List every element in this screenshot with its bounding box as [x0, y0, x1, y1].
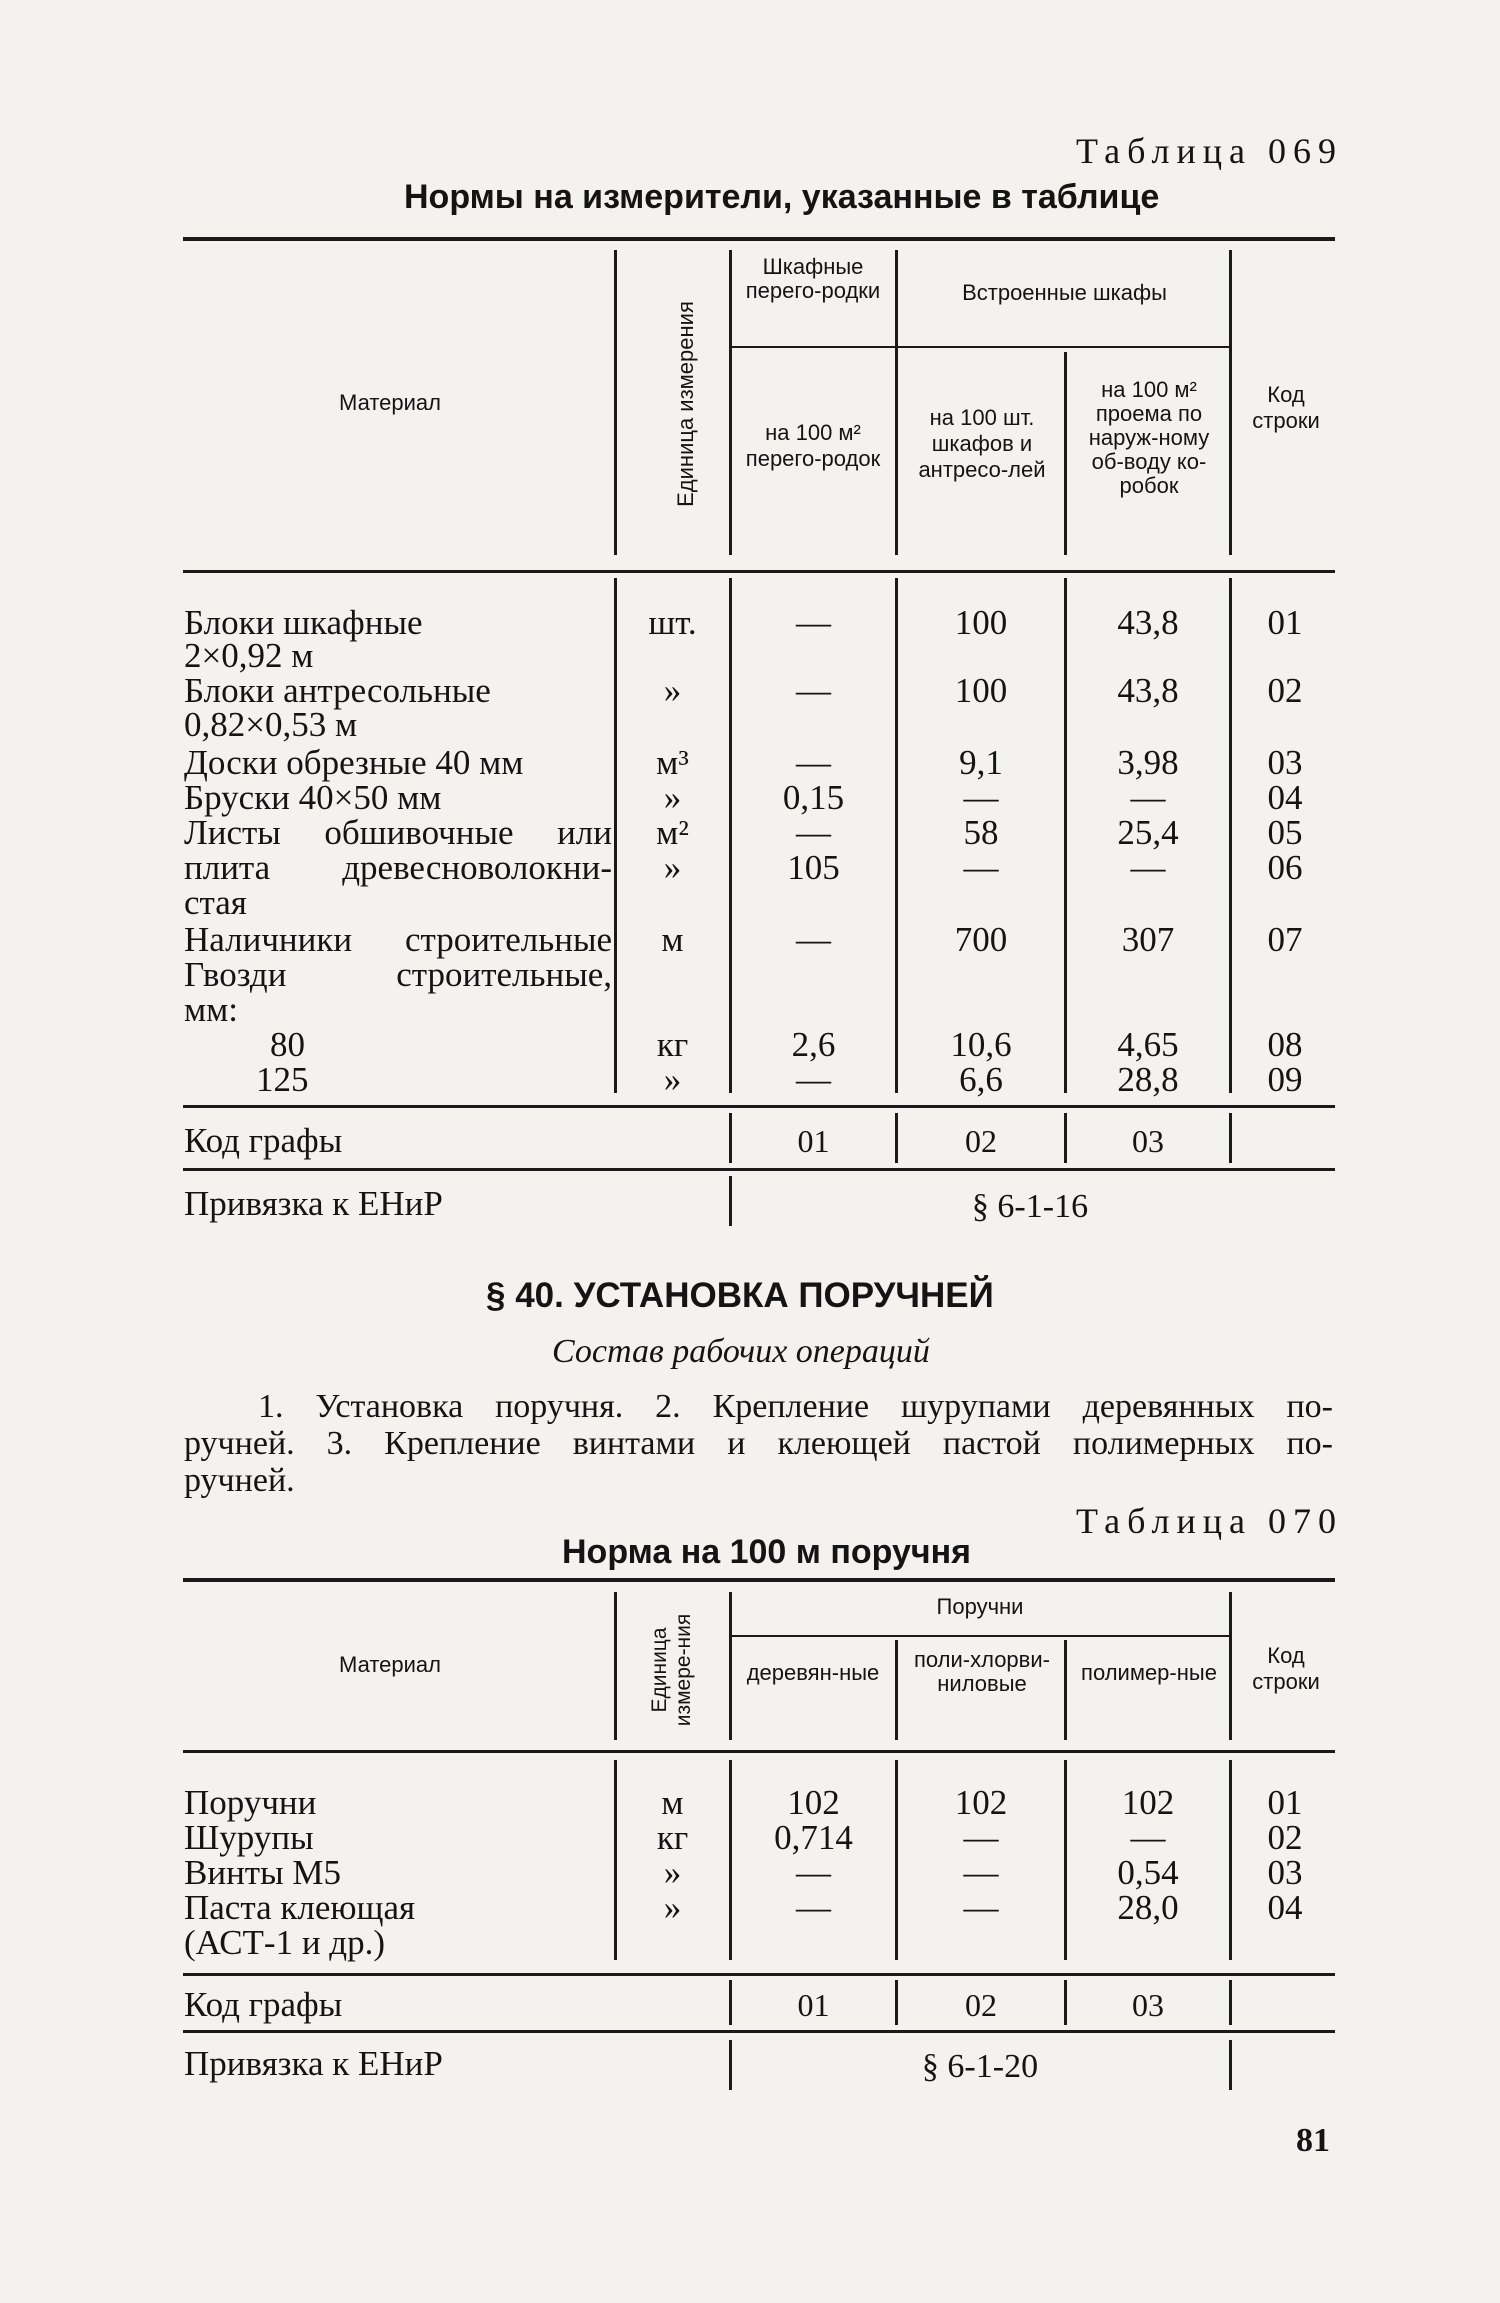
enir-reference-label: Привязка к ЕНиР — [184, 1184, 443, 1223]
value-cell: 4,65 — [1117, 1025, 1179, 1064]
unit-cell: кг — [656, 1025, 689, 1064]
row-code-cell: 04 — [1267, 778, 1303, 817]
column-code: 03 — [1132, 1987, 1164, 2023]
header-handrails: Поручни — [936, 1594, 1024, 1619]
material-name: 2×0,92 м — [184, 636, 314, 675]
header-builtin-per-100-units: на 100 шт. шкафов и антресо-лей — [918, 405, 1046, 482]
column-code: 01 — [797, 1987, 830, 2023]
row-code-cell: 02 — [1267, 1818, 1303, 1857]
material-name: Винты М5 — [184, 1853, 341, 1892]
value-cell: 100 — [954, 603, 1008, 642]
section-heading: § 40. УСТАНОВКА ПОРУЧНЕЙ — [486, 1276, 994, 1315]
row-code-cell: 03 — [1267, 1853, 1303, 1892]
unit-cell: м³ — [656, 743, 689, 782]
material-name: 80 — [270, 1025, 305, 1064]
value-cell: 43,8 — [1117, 671, 1179, 710]
value-cell: — — [796, 813, 831, 852]
enir-reference-value: § 6-1-16 — [971, 1188, 1089, 1225]
value-cell: — — [963, 1818, 999, 1857]
value-cell: 2,6 — [791, 1025, 836, 1064]
value-cell: 105 — [787, 848, 840, 887]
header-partitions: Шкафные перего-родки — [745, 254, 881, 303]
value-cell: 0,714 — [774, 1818, 853, 1857]
value-cell: 307 — [1121, 920, 1175, 959]
table-070-title: Норма на 100 м поручня — [562, 1533, 972, 1571]
body-line: ручней. — [184, 1462, 295, 1499]
value-cell: — — [796, 1888, 831, 1927]
unit-cell: м — [661, 1783, 684, 1822]
unit-cell: » — [663, 1060, 682, 1099]
material-name: Гвозди строительные, — [184, 955, 612, 994]
unit-cell: » — [663, 848, 682, 887]
value-cell: 0,15 — [782, 778, 845, 817]
enir-reference-value: § 6-1-20 — [921, 2048, 1039, 2085]
material-name: (АСТ-1 и др.) — [184, 1923, 386, 1962]
value-cell: 102 — [954, 1783, 1008, 1822]
material-name: Наличники строительные — [184, 920, 612, 959]
material-name: Блоки шкафные — [184, 603, 423, 642]
row-code-cell: 01 — [1267, 603, 1303, 642]
row-code-cell: 04 — [1267, 1888, 1303, 1927]
unit-cell: м — [661, 920, 684, 959]
row-code-cell: 06 — [1267, 848, 1303, 887]
material-name: Доски обрезные 40 мм — [184, 743, 524, 782]
header-row-code: Код строки — [1252, 382, 1320, 433]
column-code-label: Код графы — [184, 1121, 343, 1160]
header-polymer: полимер-ные — [1081, 1660, 1217, 1685]
material-name: 0,82×0,53 м — [184, 705, 358, 744]
unit-cell: м² — [656, 813, 689, 852]
header-unit: Единица измерения — [673, 301, 698, 507]
unit-cell: » — [663, 1853, 682, 1892]
material-name: Шурупы — [184, 1818, 314, 1857]
row-code-cell: 03 — [1267, 743, 1303, 782]
value-cell: 9,1 — [959, 743, 1003, 782]
header-material: Материал — [339, 1652, 441, 1677]
value-cell: 43,8 — [1117, 603, 1179, 642]
column-code: 02 — [965, 1987, 997, 2023]
material-name: Бруски 40×50 мм — [184, 778, 442, 817]
value-cell: 58 — [963, 813, 999, 852]
value-cell: — — [796, 1060, 831, 1099]
value-cell: — — [963, 778, 999, 817]
material-name: Блоки антресольные — [184, 671, 491, 710]
page-number: 81 — [1296, 2122, 1330, 2159]
value-cell: — — [796, 671, 831, 710]
row-code-cell: 09 — [1267, 1060, 1303, 1099]
value-cell: — — [1130, 1818, 1166, 1857]
value-cell: 102 — [787, 1783, 840, 1822]
table-070-label: Таблица 070 — [1076, 1501, 1343, 1541]
column-code-label: Код графы — [184, 1985, 343, 2024]
value-cell: — — [1130, 778, 1166, 817]
value-cell: 102 — [1121, 1783, 1175, 1822]
value-cell: — — [796, 1853, 831, 1892]
header-wooden: деревян-ные — [746, 1660, 880, 1685]
section-subheading: Состав рабочих операций — [552, 1333, 930, 1370]
row-code-cell: 02 — [1267, 671, 1303, 710]
value-cell: 3,98 — [1117, 743, 1179, 782]
header-pvc: поли-хлорви-ниловые — [914, 1647, 1050, 1696]
unit-cell: шт. — [648, 603, 697, 642]
header-builtin-cabinets: Встроенные шкафы — [962, 280, 1167, 305]
column-code: 01 — [797, 1123, 830, 1159]
material-name: мм: — [184, 990, 239, 1029]
row-code-cell: 01 — [1267, 1783, 1303, 1822]
material-name: Паста клеющая — [184, 1888, 416, 1927]
value-cell: — — [796, 603, 831, 642]
body-line: 1. Установка поручня. 2. Крепление шурупами деревянных по- — [258, 1388, 1333, 1425]
header-material: Материал — [339, 390, 441, 415]
column-code: 03 — [1132, 1123, 1164, 1159]
value-cell: 700 — [954, 920, 1008, 959]
value-cell: 100 — [954, 671, 1008, 710]
header-unit: Единица измере-ния — [648, 1613, 695, 1727]
value-cell: 10,6 — [950, 1025, 1012, 1064]
unit-cell: » — [663, 778, 682, 817]
body-line: ручней. 3. Крепление винтами и клеющей пастой полимерных по- — [184, 1425, 1333, 1462]
value-cell: 25,4 — [1117, 813, 1179, 852]
value-cell: — — [963, 1888, 999, 1927]
value-cell: 28,0 — [1117, 1888, 1179, 1927]
value-cell: 28,8 — [1117, 1060, 1179, 1099]
row-code-cell: 05 — [1267, 813, 1303, 852]
value-cell: — — [963, 1853, 999, 1892]
row-code-cell: 07 — [1267, 920, 1303, 959]
value-cell: 0,54 — [1117, 1853, 1179, 1892]
material-name: 125 — [256, 1060, 309, 1099]
enir-reference-label: Привязка к ЕНиР — [184, 2044, 443, 2083]
value-cell: — — [796, 920, 831, 959]
value-cell: — — [796, 743, 831, 782]
header-builtin-per-100-m2: на 100 м² проема по наруж-ному об-воду ко-робок — [1088, 377, 1210, 498]
column-code: 02 — [965, 1123, 997, 1159]
unit-cell: » — [663, 671, 682, 710]
value-cell: — — [963, 848, 999, 887]
material-name: Поручни — [184, 1783, 317, 1822]
unit-cell: » — [663, 1888, 682, 1927]
table-069-label: Таблица 069 — [1076, 131, 1343, 171]
material-name: Листы обшивочные или — [184, 813, 612, 852]
unit-cell: кг — [656, 1818, 689, 1857]
header-partitions-unit: на 100 м² перего-родок — [745, 420, 881, 471]
material-name: плита древесноволокни- — [184, 848, 612, 887]
material-name: стая — [184, 883, 247, 922]
row-code-cell: 08 — [1267, 1025, 1303, 1064]
table-069-title: Нормы на измерители, указанные в таблице — [404, 178, 1160, 216]
value-cell: — — [1130, 848, 1166, 887]
value-cell: 6,6 — [959, 1060, 1003, 1099]
header-row-code: Код строки — [1252, 1643, 1320, 1694]
